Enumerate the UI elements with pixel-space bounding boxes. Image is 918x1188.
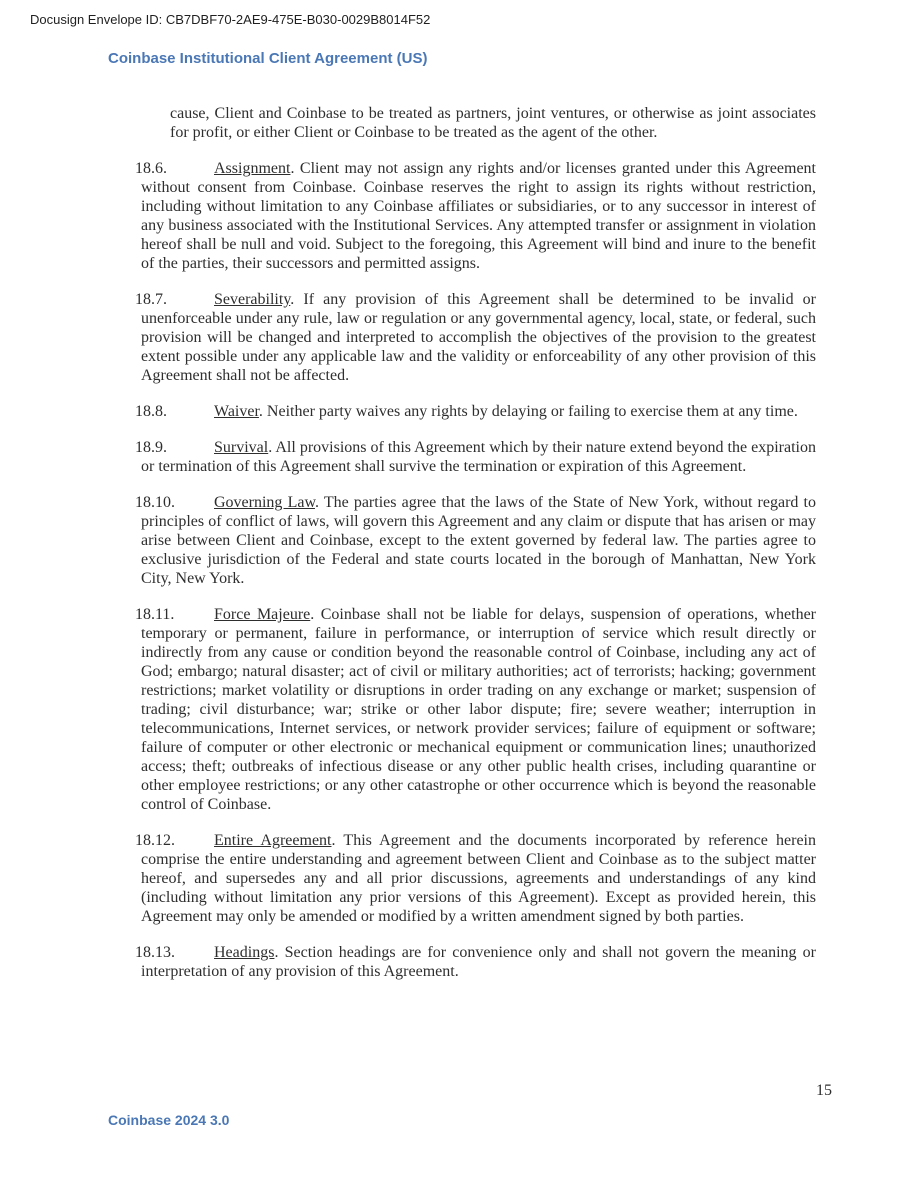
agreement-section [135,831,816,926]
section-heading: Survival [214,439,269,456]
document-body [135,104,816,998]
section-text: . Client may not assign any rights and/or licenses granted under this Agreement without consent from Coinbase. Coinbase reserves the right to assign its rights without restriction, including without limitation to any Coinbase affiliates or subsidiaries, or to any successor in interest of any business associated with the Institutional Services. Any attempted transfer or assignment in violation hereof shall be null and void. Subject to the foregoing, this Agreement will bind and inure to the benefit of the parties, their successors and permitted assigns. [141,160,816,272]
section-heading: Force Majeure [214,606,311,623]
section-heading: Headings [214,944,275,961]
agreement-section [135,290,816,385]
docusign-envelope-id: Docusign Envelope ID: CB7DBF70-2AE9-475E-B030-0029B8014F52 [30,12,431,27]
section-text: . Section headings are for convenience only and shall not govern the meaning or interpretation of any provision of this Agreement. [141,944,816,980]
footer-version-label: Coinbase 2024 3.0 [108,1112,230,1128]
section-number: 18.8. [135,403,167,420]
section-number: 18.9. [135,439,167,456]
section-heading: Assignment [214,160,291,177]
agreement-section [135,943,816,981]
section-number: 18.7. [135,291,167,308]
section-text: . All provisions of this Agreement which by their nature extend beyond the expiration or termination of this Agreement shall survive the termination or expiration of this Agreement. [141,439,816,475]
section-heading: Governing Law [214,494,315,511]
section-text: . This Agreement and the documents incorporated by reference herein comprise the entire understanding and agreement between Client and Coinbase as to the subject matter hereof, and supersedes any and all prior discussions, agreements and understandings of any kind (including without limitation any prior versions of this Agreement). Except as provided herein, this Agreement may only be amended or modified by a written amendment signed by both parties. [141,832,816,925]
section-number: 18.12. [135,832,175,849]
section-heading: Severability [214,291,291,308]
agreement-section [135,402,816,421]
section-text: . The parties agree that the laws of the State of New York, without regard to principles of conflict of laws, will govern this Agreement and any claim or dispute that has arisen or may arise between Client and Coinbase, except to the extent governed by federal law. The parties agree to exclusive jurisdiction of the Federal and state courts located in the borough of Manhattan, New York City, New York. [141,494,816,587]
section-list [135,159,816,981]
section-heading: Waiver [214,403,259,420]
section-number: 18.13. [135,944,175,961]
page-number: 15 [816,1082,832,1099]
continuation-paragraph: cause, Client and Coinbase to be treated as partners, joint ventures, or otherwise as joint associates for profit, or either Client or Coinbase to be treated as the agent of the other. [170,105,816,141]
agreement-section [135,493,816,588]
agreement-section [135,605,816,814]
section-number: 18.10. [135,494,175,511]
agreement-section [135,438,816,476]
section-heading: Entire Agreement [214,832,332,849]
page-title: Coinbase Institutional Client Agreement (US) [108,50,428,67]
section-number: 18.6. [135,160,167,177]
section-text: . If any provision of this Agreement shall be determined to be invalid or unenforceable under any rule, law or regulation or any governmental agency, local, state, or federal, such provision will be changed and interpreted to accomplish the objectives of the provision to the greatest extent possible under any applicable law and the validity or enforceability of any other provision of this Agreement shall not be affected. [141,291,816,384]
section-text: . Neither party waives any rights by delaying or failing to exercise them at any time. [258,403,798,420]
section-number: 18.11. [135,606,175,623]
section-text: . Coinbase shall not be liable for delays, suspension of operations, whether temporary or permanent, failure in performance, or interruption of service which result directly or indirectly from any cause or condition beyond the reasonable control of Coinbase, including any act of God; embargo; natural disaster; act of civil or military authorities; act of terrorists; hacking; government restrictions; market volatility or disruptions in order trading on any exchange or market; suspension of trading; civil disturbance; war; strike or other labor dispute; fire; severe weather; interruption in telecommunications, Internet services, or network provider services; failure of equipment or software; failure of computer or other electronic or mechanical equipment or communication lines; unauthorized access; theft; outbreaks of infectious disease or any other public health crises, including quarantine or other employee restrictions; or any other catastrophe or other occurrence which is beyond the reasonable control of Coinbase. [141,606,816,813]
agreement-section [135,159,816,273]
